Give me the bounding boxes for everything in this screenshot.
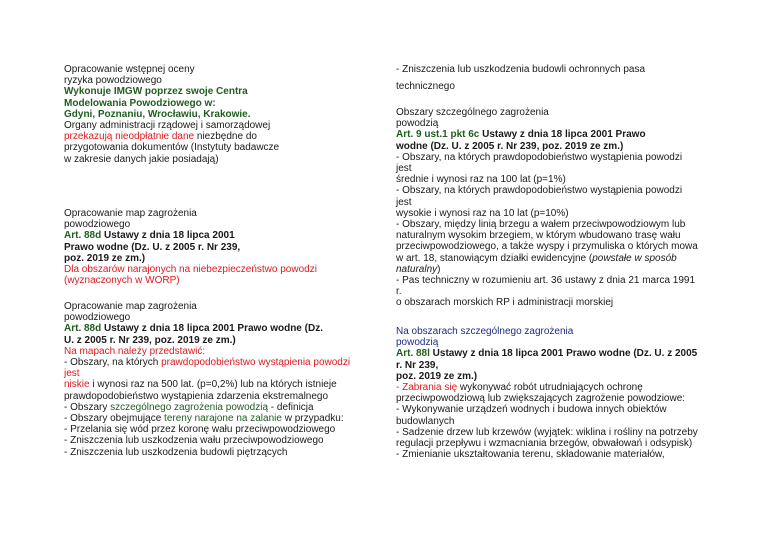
article-ref: Art. 88l [396, 348, 430, 360]
text-line: Prawo wodne (Dz. U. z 2005 r. Nr 239, [64, 241, 241, 253]
text-line [64, 413, 350, 424]
text-line: powodziowego [64, 219, 131, 231]
text-line: Modelowania Powodziowego w: [64, 97, 216, 109]
text-fragment: niezbędne do [194, 131, 257, 143]
text-line [64, 230, 317, 241]
text-line [64, 379, 350, 390]
text-line: - Wykonywanie urządzeń wodnych i budowa innych obiektów [396, 404, 667, 416]
article-ref: Art. 88d [64, 323, 102, 335]
text-line: jest [396, 196, 412, 208]
text-line: Obszary szczególnego zagrożenia [396, 107, 549, 118]
text-fragment: wykonywać robót utrudniających ochronę [457, 382, 643, 394]
text-line [64, 323, 350, 334]
text-fragment: - Obszary, na których [64, 357, 162, 369]
text-fragment: Ustawy z dnia 18 lipca 2001 Prawo [479, 129, 646, 141]
text-line [64, 357, 350, 368]
text-line: średnie i wynosi raz na 100 lat (p=1%) [396, 174, 566, 186]
text-fragment: w przypadku: [281, 413, 344, 425]
text-line [396, 382, 698, 393]
text-line: r. Nr 239, [396, 359, 439, 371]
text-line: Opracowanie map zagrożenia [64, 301, 197, 312]
highlight-red: - Zabrania się [396, 382, 458, 394]
text-line: powodziowego [64, 312, 131, 324]
text-line: - Przelania się wód przez koronę wału przeciwpowodziowego [64, 424, 336, 436]
text-line: technicznego [396, 81, 455, 93]
right-section-continuation [396, 64, 645, 92]
text-line [396, 264, 698, 275]
right-section-special-hazard-areas [396, 107, 698, 309]
text-line [64, 402, 350, 413]
highlight-red: niskie [64, 379, 90, 391]
text-line: Gdyni, Poznaniu, Wrocławiu, Krakowie. [64, 108, 251, 120]
text-fragment: - Obszary [64, 401, 111, 413]
text-line: prawdopodobieństwo wystąpienia zdarzenia ekstremalnego [64, 390, 329, 402]
text-line: poz. 2019 ze zm.) [64, 252, 146, 264]
text-line: - Obszary, na których prawdopodobieństwo wystąpienia powodzi [396, 185, 683, 197]
text-line: powodzią [396, 337, 439, 349]
text-line: - Sadzenie drzew lub krzewów (wyjątek: wiklina i rośliny na potrzeby [396, 426, 698, 438]
text-line: w zakresie danych jakie posiadają) [64, 153, 219, 165]
article-ref: Art. 88d [64, 230, 102, 242]
left-section-map-contents [64, 301, 350, 458]
text-line: budowlanych [396, 415, 455, 427]
highlight-red: prawdopodobieństwo wystąpienia powodzi [161, 357, 351, 369]
text-line: Opracowanie wstępnej oceny [64, 64, 195, 75]
text-fragment: Ustawy z dnia 18 lipca 2001 Prawo wodne (Dz. [101, 323, 323, 335]
text-fragment: i wynosi raz na 500 lat. (p=0,2%) lub na których istnieje [89, 379, 337, 391]
text-line: poz. 2019 ze zm.) [396, 370, 478, 382]
article-ref: Art. 9 ust.1 pkt 6c [396, 129, 480, 141]
text-line: (wyznaczonych w WORP) [64, 275, 180, 287]
right-section-prohibitions [396, 326, 698, 460]
text-line: ryzyka powodziowego [64, 75, 162, 87]
text-line: U. z 2005 r. Nr 239, poz. 2019 ze zm.) [64, 334, 236, 346]
italic-fragment: naturalny [396, 263, 438, 275]
text-line: - Obszary, między linią brzegu a wałem przeciwpowodziowym lub [396, 219, 686, 231]
text-line: Opracowanie map zagrożenia [64, 208, 197, 219]
text-line: - Obszary, na których prawdopodobieństwo wystąpienia powodzi [396, 151, 683, 163]
text-line: o obszarach morskich RP i administracji morskiej [396, 297, 614, 309]
left-section-preliminary-assessment [64, 64, 279, 165]
text-line: Wykonuje IMGW poprzez swoje Centra [64, 86, 248, 98]
text-line: jest [64, 368, 80, 380]
highlight-green: tereny narajone na zalanie [164, 413, 282, 425]
text-line: - Zniszczenia lub uszkodzenia wału przeciwpowodziowego [64, 435, 324, 447]
text-line [396, 348, 698, 359]
text-line: powodzią [396, 118, 439, 130]
text-line [64, 131, 279, 142]
text-line: r. [396, 286, 402, 298]
text-fragment: - definicja [268, 401, 314, 413]
text-line: - Zniszczenia lub uszkodzenia budowli piętrzących [64, 446, 288, 458]
text-line: przeciwpowodziowego, a także wyspy i przymuliska o których mowa [396, 241, 698, 253]
text-line: Dla obszarów narajonych na niebezpieczeństwo powodzi [64, 264, 317, 276]
text-line: przygotowania dokumentów (Instytuty badawcze [64, 142, 280, 154]
text-line [396, 253, 698, 264]
text-fragment: Ustawy z dnia 18 lipca 2001 Prawo wodne (Dz. U. z 2005 [429, 348, 698, 360]
text-fragment: - Obszary obejmujące [64, 413, 165, 425]
highlight-red: przekazują nieodpłatnie dane [64, 131, 195, 143]
text-fragment: ) [437, 263, 441, 275]
text-line: - Zniszczenia lub uszkodzenia budowli ochronnych pasa [396, 64, 646, 75]
text-line: przeciwpowodziową lub zwiększających zagrożenie powodziowe: [396, 393, 686, 405]
text-line: Organy administracji rządowej i samorządowej [64, 120, 271, 132]
text-line: regulacji przepływu i wzmacniania brzegów, obwałowań i odsypisk) [396, 438, 693, 450]
left-section-hazard-maps [64, 208, 317, 286]
text-line: wodne (Dz. U. z 2005 r. Nr 239, poz. 2019 ze zm.) [396, 140, 624, 152]
text-line: Na obszarach szczególnego zagrożenia [396, 326, 574, 337]
italic-fragment: powstałe w sposób [592, 252, 677, 264]
text-line: jest [396, 163, 412, 175]
text-fragment: Ustawy z dnia 18 lipca 2001 [101, 230, 235, 242]
text-line: Na mapach należy przedstawić: [64, 345, 206, 357]
highlight-green: szczególnego zagrożenia powodzią [110, 401, 269, 413]
text-line: - Zmienianie ukształtowania terenu, składowanie materiałów, [396, 449, 665, 461]
text-line: - Pas techniczny w rozumieniu art. 36 ustawy z dnia 21 marca 1991 [396, 275, 696, 287]
text-fragment: w art. 18, stanowiącym działki ewidencyjne ( [396, 252, 593, 264]
text-line: wysokie i wynosi raz na 10 lat (p=10%) [396, 207, 569, 219]
text-line [396, 129, 698, 140]
text-line: naturalnym wysokim brzegiem, w którym wbudowano trasę wału [396, 230, 681, 242]
